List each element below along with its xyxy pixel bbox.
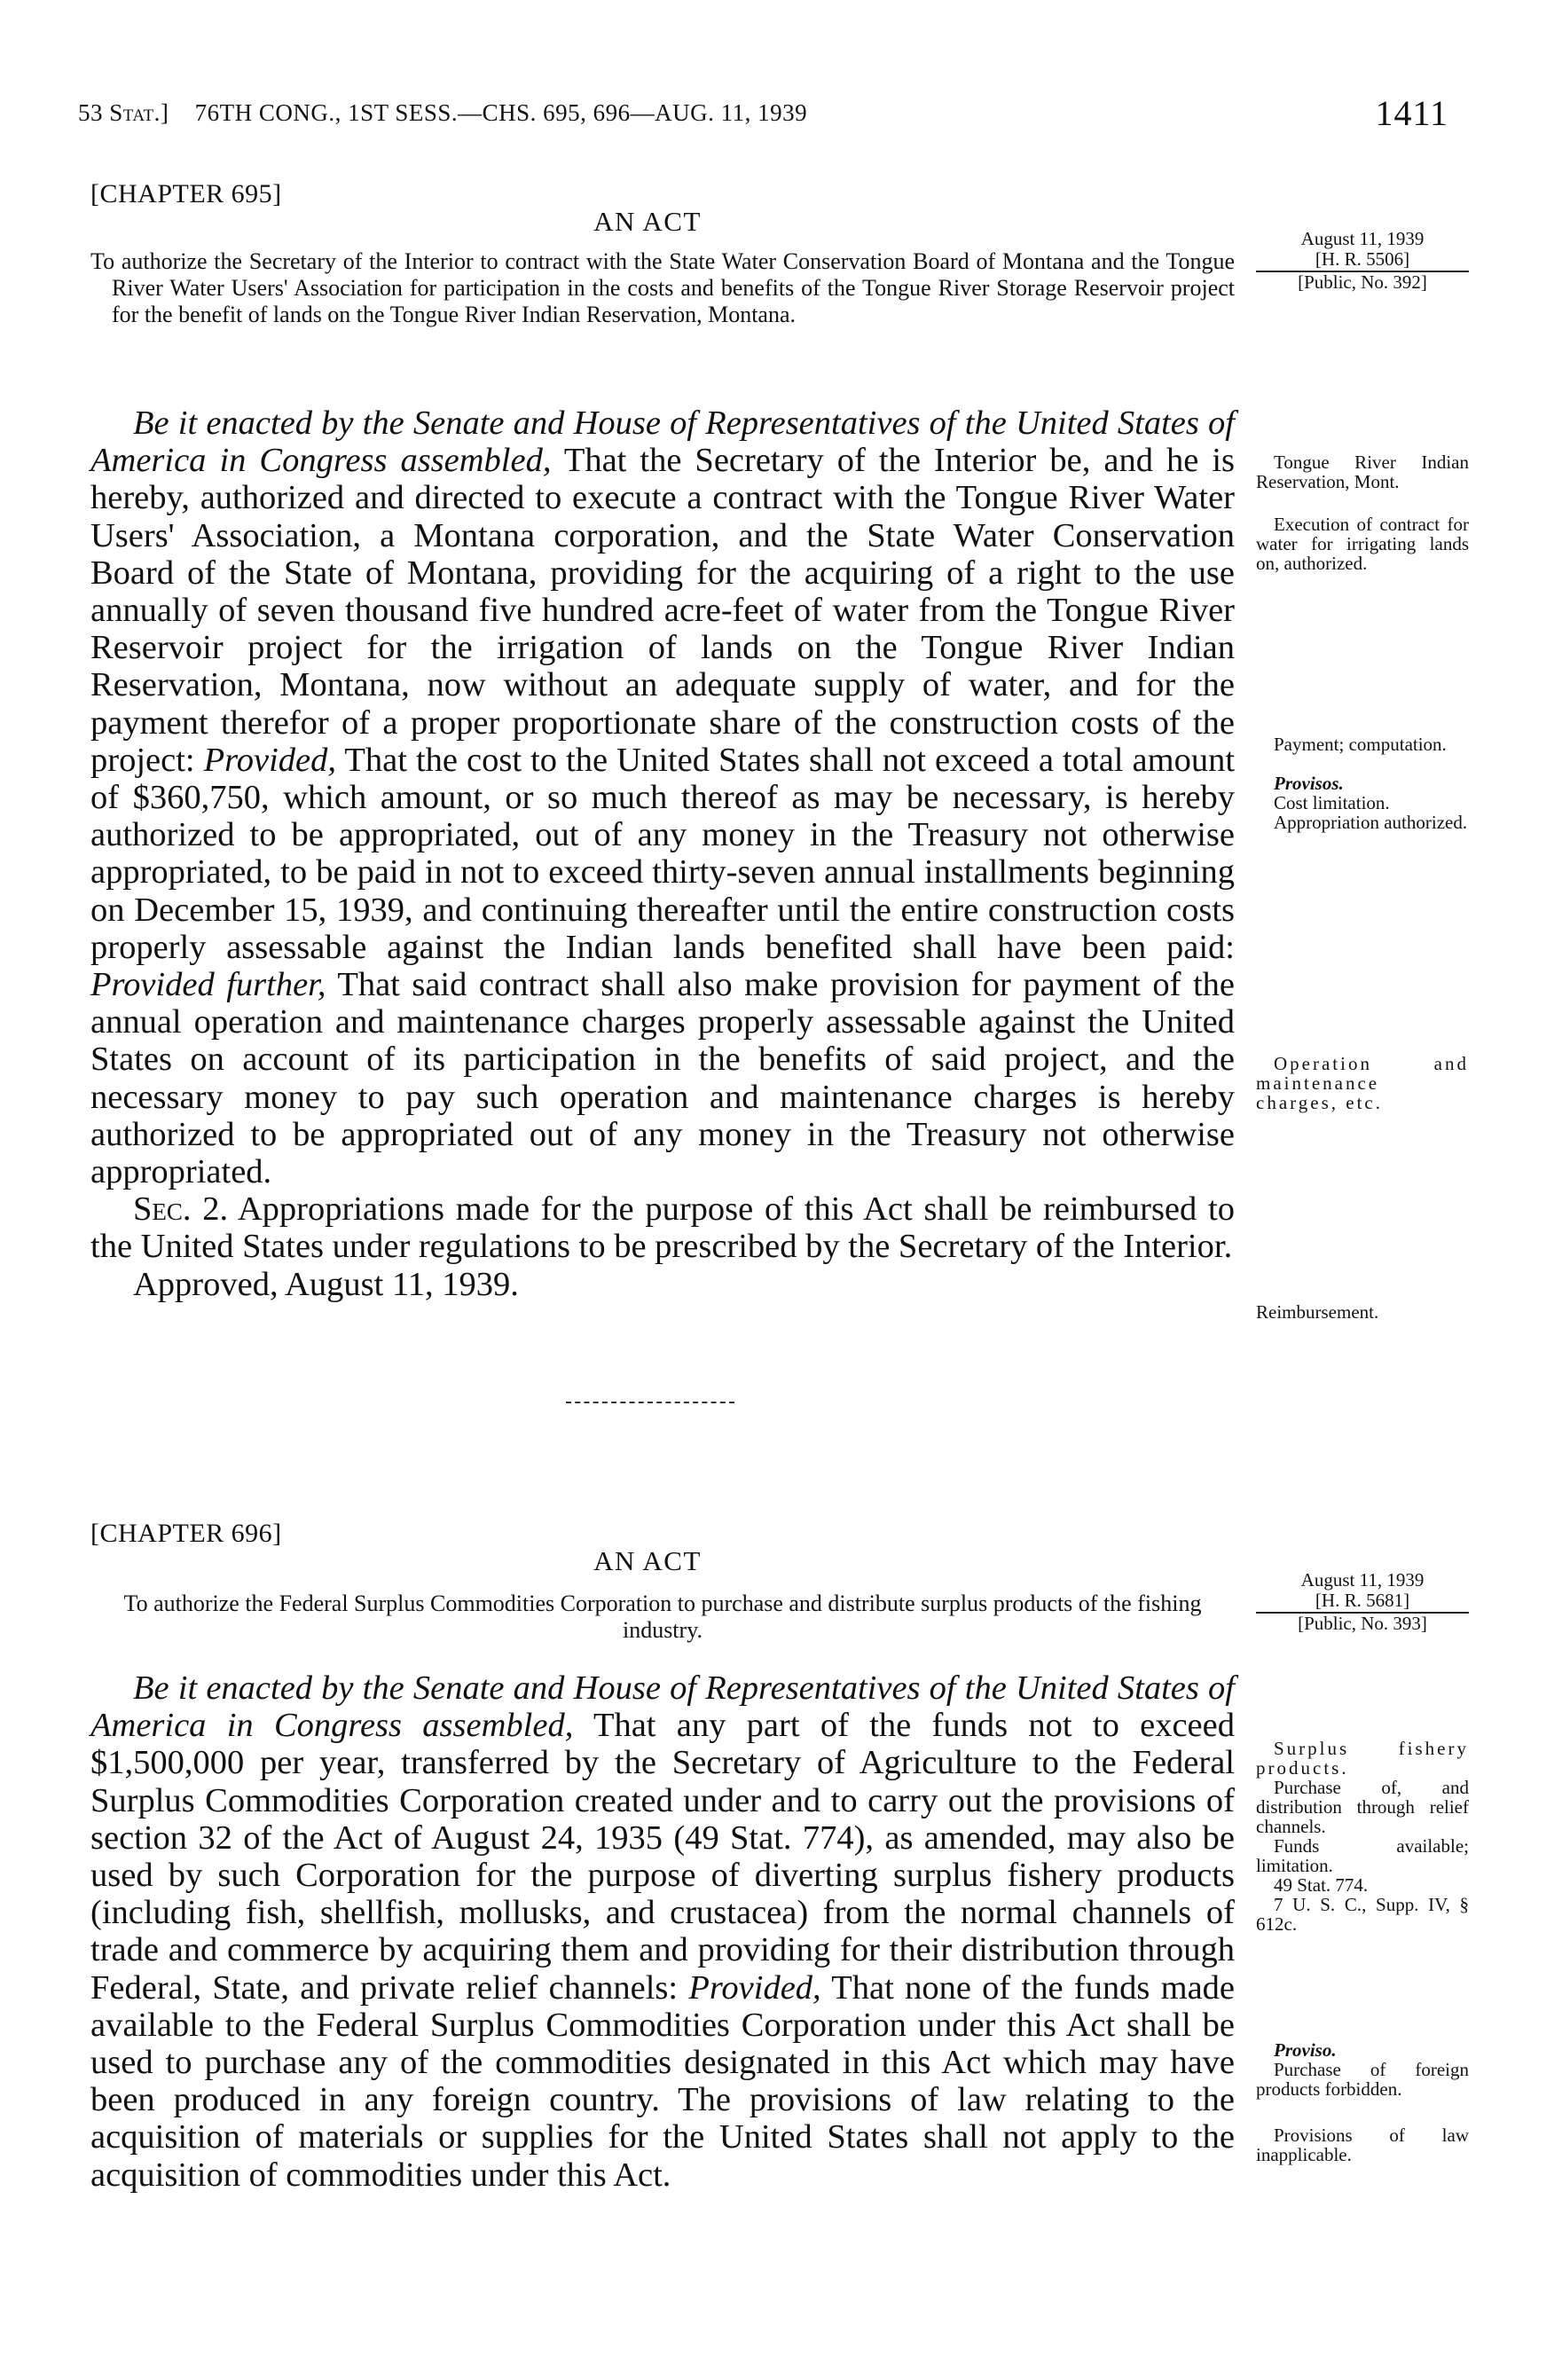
chapter-695-side-block bbox=[1256, 229, 1469, 293]
chapter-695-enacting-clause: Be it enacted by the Senate and House of Representatives of the United States of America in Congress assembled, bbox=[90, 405, 1235, 480]
chapter-separator bbox=[566, 1402, 734, 1403]
margin-note-proviso-696: Proviso. Purchase of foreign products forbidden. bbox=[1256, 2039, 1469, 2100]
chapter-695-purpose bbox=[90, 248, 1235, 328]
session-line: 76TH CONG., 1ST SESS.—CHS. 695, 696—AUG. 11, 1939 bbox=[194, 99, 808, 126]
chapter-695-public-law: [Public, No. 392] bbox=[1298, 271, 1427, 293]
margin-note-stat-ref: 49 Stat. 774. bbox=[1274, 1874, 1369, 1896]
chapter-695-approved: Approved, August 11, 1939. bbox=[133, 1265, 519, 1303]
page-number: 1411 bbox=[1375, 93, 1448, 133]
chapter-695-purpose-text: To authorize the Secretary of the Interior to contract with the State Water Conservation Board of Montana and the Tongue River Water Users' Association for participation in the costs and benefits of the Tongue River Storage Reservoir project for the benefit of lands on the Tongue River Indian Reservation, Montana. bbox=[90, 248, 1235, 327]
margin-note-surplus: Surplus fishery products. Purchase of, and distribution through relief channels. Funds available; limitation. 49 Stat. 774. 7 U. S. C., Supp. IV, § 612c. bbox=[1256, 1738, 1469, 1935]
chapter-696-body-2: That none of the funds made available to the Federal Surplus Commodities Corporation under this Act shall be used to purchase any of the commodities designated in this Act which may have been produced in any foreign country. The provisions of law relating to the acquisition of materials or supplies for the United States shall not apply to the acquisition of commodities under this Act. bbox=[90, 1968, 1235, 2194]
chapter-695-sec-label: Sec. 2. bbox=[133, 1190, 229, 1229]
chapter-695-body-3: That said contract shall also make provision for payment of the annual operation and maintenance charges properly assessable against the United States on account of its participation in the benefits of said project, and the necessary money to pay such operation and maintenance charges is hereby authorized to be appropriated out of any money in the Treasury not otherwise appropriated. bbox=[90, 966, 1235, 1191]
chapter-696-proviso: Provided, bbox=[688, 1968, 821, 2007]
chapter-696-label: [CHAPTER 696] bbox=[90, 1519, 282, 1548]
chapter-695-body-1: That the Secretary of the Interior be, and he is hereby, authorized and directed to execute a contract with the Tongue River Water Users' Association, a Montana corporation, and the State Water Conservation Board of the State of Montana, providing for the acquiring of a right to the use annually of seven thousand five hundred acre-feet of water from the Tongue River Reservoir project for the irrigation of lands on the Tongue River Indian Reservation, Montana, now without an adequate supply of water, and for the payment therefor of a proper proportionate share of the construction costs of the project: bbox=[90, 442, 1235, 779]
chapter-696-body bbox=[90, 1669, 1235, 2194]
chapter-695-proviso-further: Provided further, bbox=[90, 966, 326, 1004]
margin-note-provisions-law: Provisions of law inapplicable. bbox=[1256, 2125, 1469, 2165]
stat-volume: 53 Stat.] bbox=[78, 99, 169, 126]
margin-note-usc-ref: 7 U. S. C., Supp. IV, § 612c. bbox=[1256, 1894, 1469, 1935]
running-header bbox=[78, 99, 807, 127]
margin-note-execution: Execution of contract for water for irrigating lands on, authorized. bbox=[1256, 514, 1469, 574]
chapter-695-bill: [H. R. 5506] bbox=[1315, 248, 1410, 270]
margin-note-purchase-foreign: Purchase of foreign products forbidden. bbox=[1256, 2059, 1469, 2100]
chapter-696-public-law: [Public, No. 393] bbox=[1298, 1613, 1427, 1634]
chapter-695-date: August 11, 1939 bbox=[1300, 228, 1425, 249]
chapter-695-label: [CHAPTER 695] bbox=[90, 179, 282, 208]
margin-note-cost-limitation: Cost limitation. bbox=[1274, 792, 1390, 813]
chapter-695-section-1 bbox=[90, 405, 1235, 1190]
chapter-695-section-2 bbox=[90, 1190, 1235, 1265]
chapter-696-bill: [H. R. 5681] bbox=[1315, 1590, 1410, 1611]
chapter-696-purpose bbox=[90, 1591, 1235, 1644]
chapter-696-enacting-clause: Be it enacted by the Senate and House of Representatives of the United States of America in Congress assembled, bbox=[90, 1669, 1235, 1745]
chapter-695-sec-text: Appropriations made for the purpose of this Act shall be reimbursed to the United States under regulations to be prescribed by the Secretary of the Interior. bbox=[90, 1190, 1235, 1266]
chapter-696-purpose-text: To authorize the Federal Surplus Commodities Corporation to purchase and distribute surplus products of the fishing industry. bbox=[123, 1591, 1202, 1643]
chapter-696-body-1: That any part of the funds not to exceed $1,500,000 per year, transferred by the Secretary of Agriculture to the Federal Surplus Commodities Corporation created under and to carry out the provisions of section 32 of the Act of August 24, 1935 (49 Stat. 774), as amended, may also be used by such Corporation for the purpose of diverting surplus fishery products (including fish, shellfish, mollusks, and crustacea) from the normal channels of trade and commerce by acquiring them and providing for their distribution through Federal, State, and private relief channels: bbox=[90, 1707, 1235, 2007]
margin-note-operation: Operation and maintenance charges, etc. bbox=[1256, 1053, 1469, 1113]
chapter-695-body bbox=[90, 405, 1235, 1303]
margin-note-provisos: Provisos. Cost limitation. Appropriation authorized. bbox=[1256, 774, 1469, 832]
chapter-695-body-2: That the cost to the United States shall not exceed a total amount of $360,750, which amount, or so much thereof as may be necessary, is hereby authorized to be appropriated, out of any money in the Treasury not otherwise appropriated, to be paid in not to exceed thirty-seven annual installments beginning on December 15, 1939, and continuing thereafter until the entire construction costs properly assessable against the Indian lands benefited shall have been paid: bbox=[90, 741, 1236, 966]
margin-note-reimbursement: Reimbursement. bbox=[1256, 1301, 1379, 1323]
margin-note-appropriation: Appropriation authorized. bbox=[1274, 812, 1468, 833]
chapter-696-section-1 bbox=[90, 1669, 1235, 2194]
margin-note-tongue-river: Tongue River Indian Reservation, Mont. bbox=[1256, 452, 1469, 492]
chapter-696-act-title: AN ACT bbox=[593, 1545, 702, 1576]
margin-note-purchase: Purchase of, and distribution through relief channels. bbox=[1256, 1777, 1469, 1837]
margin-note-funds: Funds available; limitation. bbox=[1256, 1835, 1469, 1876]
chapter-695-act-title: AN ACT bbox=[593, 206, 702, 237]
chapter-696-date: August 11, 1939 bbox=[1300, 1569, 1425, 1591]
chapter-696-side-block bbox=[1256, 1570, 1469, 1634]
chapter-695-proviso-1: Provided, bbox=[203, 741, 336, 779]
margin-note-payment: Payment; computation. bbox=[1274, 734, 1447, 755]
